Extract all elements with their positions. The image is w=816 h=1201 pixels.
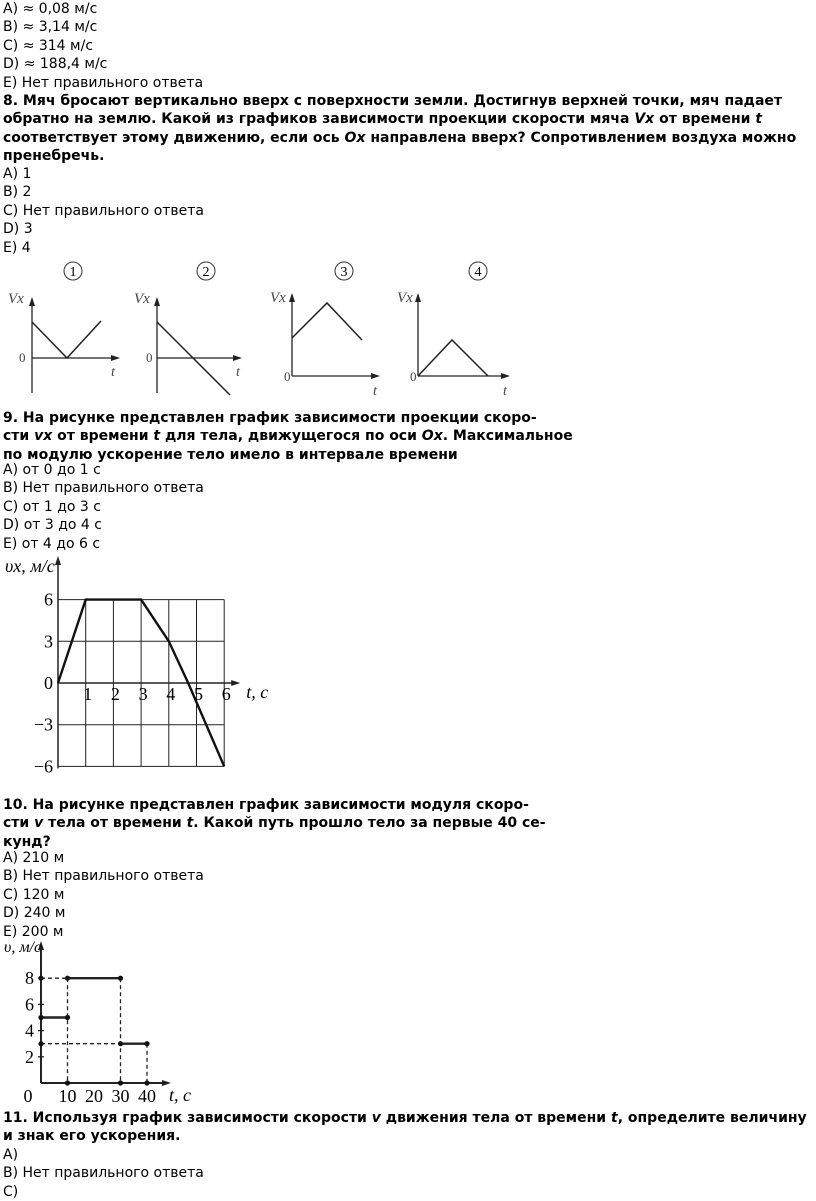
q8-option-c[interactable]: C) Нет правильного ответа — [3, 202, 205, 219]
x-axis-arrow — [111, 355, 120, 361]
x-tick-label: 4 — [166, 684, 176, 704]
q7-option-d[interactable]: D) ≈ 188,4 м/с — [3, 56, 108, 73]
zero-label: 0 — [146, 350, 153, 365]
x-tick-label: 0 — [23, 1086, 33, 1106]
velocity-line — [292, 303, 362, 340]
y-tick-label: 8 — [25, 968, 34, 989]
x-axis-label: t, c — [169, 1085, 191, 1105]
q9-options — [3, 461, 204, 553]
y-tick-label: 6 — [44, 589, 53, 610]
q9-text: . Максимальное — [442, 428, 573, 445]
q10-option-e[interactable]: E) 200 м — [3, 923, 64, 940]
q8-text: от времени — [654, 111, 756, 128]
q11-text: , определите величину и знак его ускорения. — [3, 1110, 807, 1145]
y-axis-label: υ, м/с — [4, 939, 42, 956]
q9-text: для тела, движущегося по оси — [160, 428, 422, 445]
graph-number-label: 3 — [340, 265, 348, 280]
y-axis-arrow — [289, 293, 295, 302]
q9-option-e[interactable]: E) от 4 до 6 с — [3, 535, 101, 552]
q9-option-d[interactable]: D) от 3 до 4 с — [3, 517, 102, 534]
q11-option-a[interactable]: A) — [3, 1147, 19, 1163]
q7-option-b[interactable]: B) ≈ 3,14 м/с — [3, 19, 98, 36]
x-axis-arrow — [501, 373, 510, 379]
y-axis-label: Vx — [134, 291, 150, 307]
velocity-line — [418, 340, 488, 376]
q10-options — [3, 849, 204, 941]
graph-number-label: 1 — [69, 265, 77, 280]
q10-text: . Какой путь прошло тело за первые 40 се- — [193, 815, 546, 832]
q11-options — [3, 1146, 204, 1201]
q10-text: v — [34, 815, 44, 832]
q9-text: по модулю ускорение тело имело в интервале времени — [3, 446, 458, 463]
x-axis-label: t — [373, 384, 377, 399]
q8-option-d[interactable]: D) 3 — [3, 221, 33, 238]
x-tick-label: 20 — [85, 1086, 103, 1106]
zero-label: 0 — [284, 369, 291, 384]
q9-text: vx — [34, 428, 53, 445]
y-tick-label: 2 — [25, 1046, 34, 1067]
data-point — [118, 1041, 123, 1046]
q11-option-c[interactable]: C) — [3, 1183, 19, 1200]
q9-option-a[interactable]: A) от 0 до 1 с — [3, 462, 101, 478]
x-tick-label: 5 — [194, 684, 203, 704]
graph-number-label: 2 — [202, 265, 210, 280]
q9-text: сти — [3, 428, 35, 445]
q9-option-c[interactable]: C) от 1 до 3 с — [3, 498, 101, 515]
q8-text: Vx — [634, 111, 655, 128]
x-tick-label: 1 — [83, 684, 93, 704]
q10-text: тела от времени — [43, 815, 187, 832]
q9-text: Ox — [421, 428, 443, 445]
q8-option-e[interactable]: E) 4 — [3, 239, 31, 256]
y-tick-label: 4 — [25, 1020, 34, 1041]
data-point — [38, 1015, 43, 1020]
y-axis-arrow — [55, 556, 61, 565]
x-axis-label: t — [503, 384, 507, 399]
zero-label: 0 — [410, 369, 417, 384]
y-axis-label: Vx — [8, 291, 24, 307]
x-axis-label: t, c — [246, 682, 269, 702]
x-axis-label: t — [111, 365, 115, 380]
data-point — [65, 1015, 70, 1020]
q8-text: 8. Мяч бросают вертикально вверх с поверхности земли. Достигнув верхней точки, мяч падает обратно на землю. Какой из графиков зависимости проекции скорости мяча — [3, 93, 783, 128]
q10-text: сти — [3, 815, 35, 832]
x-axis-arrow — [231, 680, 240, 686]
x-axis-arrow — [371, 373, 380, 379]
q10-option-a[interactable]: A) 210 м — [3, 850, 65, 866]
q7-option-c[interactable]: C) ≈ 314 м/с — [3, 37, 94, 54]
q9-text: от времени — [52, 428, 154, 445]
q9-option-b[interactable]: B) Нет правильного ответа — [3, 480, 204, 497]
x-tick-label: 2 — [110, 684, 120, 704]
q11-question — [3, 1109, 808, 1146]
q11-text: v — [371, 1110, 381, 1126]
q10-option-c[interactable]: C) 120 м — [3, 886, 65, 903]
y-tick-label: 3 — [44, 631, 53, 652]
data-point — [144, 1080, 149, 1085]
x-tick-label: 30 — [111, 1086, 130, 1106]
x-tick-label: 40 — [138, 1086, 156, 1106]
y-tick-label: 0 — [44, 673, 53, 693]
q10-option-d[interactable]: D) 240 м — [3, 905, 66, 922]
data-point — [38, 1041, 43, 1046]
q8-text: t — [755, 111, 763, 128]
y-tick-label: 6 — [25, 994, 34, 1015]
x-tick-label: 10 — [58, 1086, 77, 1106]
graph-number-label: 4 — [474, 265, 482, 280]
data-point — [118, 976, 123, 981]
q7-option-a[interactable]: A) ≈ 0,08 м/с — [3, 1, 98, 17]
q10-text: 10. На рисунке представлен график зависимости модуля скоро- — [3, 797, 529, 813]
q7-option-e[interactable]: E) Нет правильного ответа — [3, 74, 204, 91]
q9-question — [3, 409, 643, 464]
x-tick-label: 6 — [221, 684, 231, 704]
q10-text: t — [186, 815, 194, 832]
y-tick-label: −3 — [33, 714, 53, 735]
q8-option-a[interactable]: A) 1 — [3, 166, 32, 182]
q10-text: кунд? — [3, 833, 51, 850]
x-axis-label: t — [236, 365, 240, 380]
y-axis-label: υx, м/с — [5, 556, 55, 576]
x-axis-arrow — [233, 355, 242, 361]
q10-option-b[interactable]: B) Нет правильного ответа — [3, 868, 204, 885]
q11-text: движения тела от времени — [380, 1110, 611, 1126]
q11-text: 11. Используя график зависимости скорости — [3, 1110, 372, 1126]
y-axis-arrow — [29, 297, 35, 306]
y-axis-label: Vx — [397, 290, 413, 306]
data-point — [65, 1080, 70, 1085]
q8-text: соответствует этому движению, если ось — [3, 129, 345, 146]
data-point — [118, 1080, 123, 1085]
velocity-line — [32, 321, 101, 358]
q9-text: 9. На рисунке представлен график зависимости проекции скоро- — [3, 410, 537, 426]
q8-text: направлена вверх? Сопротивлением воздуха можно пренебречь. — [3, 129, 797, 165]
y-axis-arrow — [154, 297, 160, 306]
q8-text: Ox — [344, 129, 366, 146]
data-point — [65, 976, 70, 981]
y-axis-label: Vx — [270, 290, 286, 306]
q11-option-b[interactable]: B) Нет правильного ответа — [3, 1165, 204, 1182]
x-tick-label: 3 — [138, 684, 148, 704]
data-point — [144, 1041, 149, 1046]
y-tick-label: −6 — [33, 756, 53, 777]
q11-text: t — [610, 1110, 618, 1126]
zero-label: 0 — [19, 350, 26, 365]
q8-option-b[interactable]: B) 2 — [3, 184, 32, 201]
y-axis-arrow — [415, 293, 421, 302]
q10-question — [3, 796, 643, 851]
q9-text: t — [153, 428, 161, 445]
